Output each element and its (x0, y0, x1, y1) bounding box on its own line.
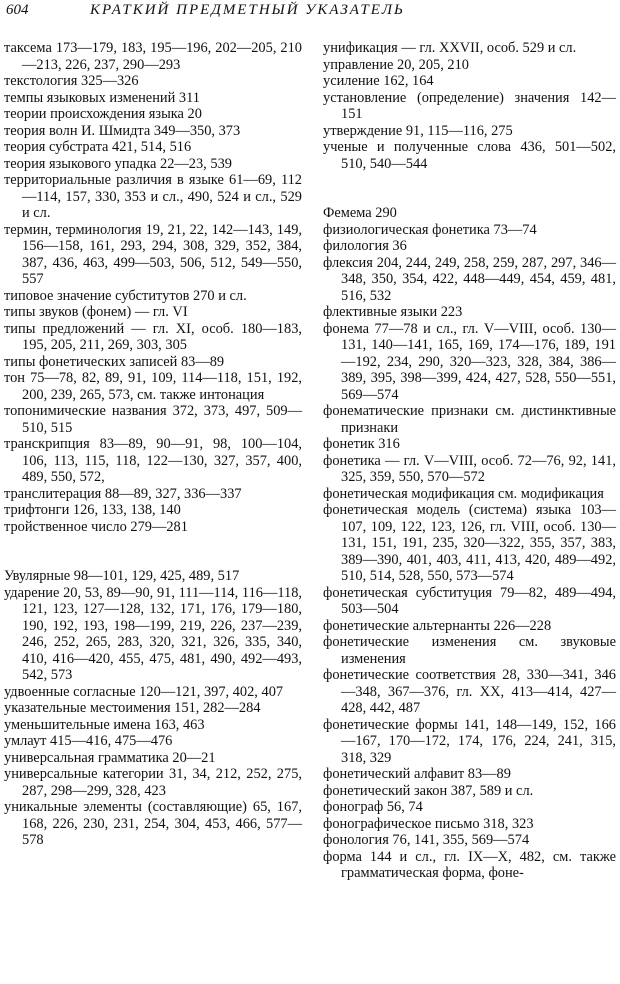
index-entry: филология 36 (323, 238, 407, 254)
index-entry: фонетические соответствия 28, 330—341, 346—348, 367—376, гл. XX, 413—414, 427—428, 442, 487 (323, 667, 616, 716)
index-entry: топонимические названия 372, 373, 497, 509—510, 515 (4, 403, 302, 436)
index-entry: фонетическая модель (система) языка 103—107, 109, 122, 123, 126, гл. VIII, особ. 130—131, 151, 191, 235, 320—322, 355, 357, 383, 389—390, 401, 403, 411, 413, 420, 489—492, 510, 514, 528, 550, 573—574 (323, 502, 616, 584)
index-entry: фонетика — гл. V—VIII, особ. 72—76, 92, 141, 325, 359, 550, 570—572 (323, 452, 616, 485)
index-entry: удвоенные согласные 120—121, 397, 402, 407 (4, 683, 284, 700)
index-entry: Увулярные 98—101, 129, 425, 489, 517 (4, 568, 240, 584)
index-entry: типы предложений — гл. XI, особ. 180—183, 195, 205, 211, 269, 303, 305 (4, 320, 302, 353)
index-entry: ударение 20, 53, 89—90, 91, 111—114, 116—118, 121, 123, 127—128, 132, 171, 176, 179—180, 190, 192, 193, 198—199, 219, 226, 237—239, 246, 252, 265, 283, 320, 321, 326, 335, 340, 410, 416—420, 455, 475, 481, 490, 492—493, 542, 573 (4, 584, 302, 683)
index-entry: флексия 204, 244, 249, 258, 259, 287, 297, 346—348, 350, 354, 422, 448—449, 454, 459, 481, 516, 532 (323, 254, 616, 304)
index-entry: транскрипция 83—89, 90—91, 98, 100—104, 106, 113, 115, 118, 122—130, 327, 357, 400, 489, 550, 572, (4, 436, 302, 485)
index-entry: территориальные различия в языке 61—69, 112—114, 157, 330, 353 и сл., 490, 524 и сл., 529 и сл. (4, 172, 302, 221)
index-entry: термин, терминология 19, 21, 22, 142—143, 149, 156—158, 161, 293, 294, 308, 329, 352, 384, 387, 436, 463, 499—503, 506, 512, 549—550, 557 (4, 221, 302, 287)
index-entry: умлаут 415—416, 475—476 (4, 733, 173, 749)
index-entry: фонограф 56, 74 (323, 799, 423, 815)
index-entry: утверждение 91, 115—116, 275 (323, 122, 513, 139)
index-entry: Фемема 290 (323, 205, 397, 221)
index-entry: флективные языки 223 (323, 304, 463, 320)
index-entry: унификация — гл. XXVII, особ. 529 и сл. (323, 40, 577, 56)
index-entry: универсальные категории 31, 34, 212, 252, 275, 287, 298—299, 328, 423 (4, 766, 302, 799)
running-title: КРАТКИЙ ПРЕДМЕТНЫЙ УКАЗАТЕЛЬ (90, 2, 405, 18)
index-entry: фонема 77—78 и сл., гл. V—VIII, особ. 130—131, 140—141, 165, 169, 174—176, 189, 191—192, 234, 290, 320—323, 328, 384, 386—389, 395, 398—399, 424, 427, 528, 550—551, 569—574 (323, 320, 616, 403)
index-entry: фонетический алфавит 83—89 (323, 766, 511, 782)
index-entry: фонетический закон 387, 589 и сл. (323, 782, 534, 799)
index-column-right (323, 40, 616, 882)
index-entry: транслитерация 88—89, 327, 336—337 (4, 485, 242, 502)
page-number: 604 (6, 2, 29, 18)
section-gap (4, 535, 302, 568)
index-entry: таксема 173—179, 183, 195—196, 202—205, 210—213, 226, 237, 290—293 (4, 40, 302, 73)
index-entry: указательные местоимения 151, 282—284 (4, 700, 261, 716)
index-column-left (4, 40, 302, 849)
index-entry: усиление 162, 164 (323, 73, 434, 89)
index-entry: фонетические формы 141, 148—149, 152, 166—167, 170—172, 174, 176, 224, 241, 315, 318, 329 (323, 716, 616, 766)
index-entry: фонетическая модификация см. модификация (323, 485, 604, 502)
index-entry: типовое значение субститутов 270 и сл. (4, 287, 247, 304)
index-entry: теория волн И. Шмидта 349—350, 373 (4, 122, 241, 139)
index-entry: теория языкового упадка 22—23, 539 (4, 155, 232, 172)
index-entry: универсальная грамматика 20—21 (4, 749, 216, 766)
index-entry: тройственное число 279—281 (4, 518, 188, 535)
index-entry: фонетические альтернанты 226—228 (323, 617, 552, 634)
index-entry: трифтонги 126, 133, 138, 140 (4, 502, 181, 518)
index-entry: тон 75—78, 82, 89, 91, 109, 114—118, 151, 192, 200, 239, 265, 573, см. также интонация (4, 370, 302, 403)
index-entry: текстология 325—326 (4, 73, 139, 89)
page-header (0, 0, 620, 24)
index-entry: физиологическая фонетика 73—74 (323, 221, 537, 238)
index-entry: форма 144 и сл., гл. IX—X, 482, см. также грамматическая форма, фоне- (323, 848, 616, 881)
section-gap (323, 172, 616, 205)
index-entry: теория субстрата 421, 514, 516 (4, 139, 192, 155)
index-entry: теории происхождения языка 20 (4, 106, 202, 122)
index-entry: управление 20, 205, 210 (323, 56, 469, 73)
index-entry: фонографическое письмо 318, 323 (323, 815, 534, 832)
index-entry: уникальные элементы (составляющие) 65, 167, 168, 226, 230, 231, 254, 304, 453, 466, 577—578 (4, 799, 302, 848)
index-entry: фонетик 316 (323, 436, 400, 452)
index-entry: фонематические признаки см. дистинктивные признаки (323, 403, 616, 436)
index-entry: темпы языковых изменений 311 (4, 89, 200, 106)
index-entry: типы звуков (фонем) — гл. VI (4, 304, 188, 320)
index-entry: фонетическая субституция 79—82, 489—494, 503—504 (323, 584, 616, 617)
index-entry: уменьшительные имена 163, 463 (4, 716, 205, 733)
index-entry: установление (определение) значения 142—151 (323, 89, 616, 122)
index-entry: типы фонетических записей 83—89 (4, 353, 225, 370)
index-entry: фонология 76, 141, 355, 569—574 (323, 832, 530, 848)
index-entry: ученые и полученные слова 436, 501—502, 510, 540—544 (323, 139, 616, 172)
index-entry: фонетические изменения см. звуковые изменения (323, 634, 616, 667)
